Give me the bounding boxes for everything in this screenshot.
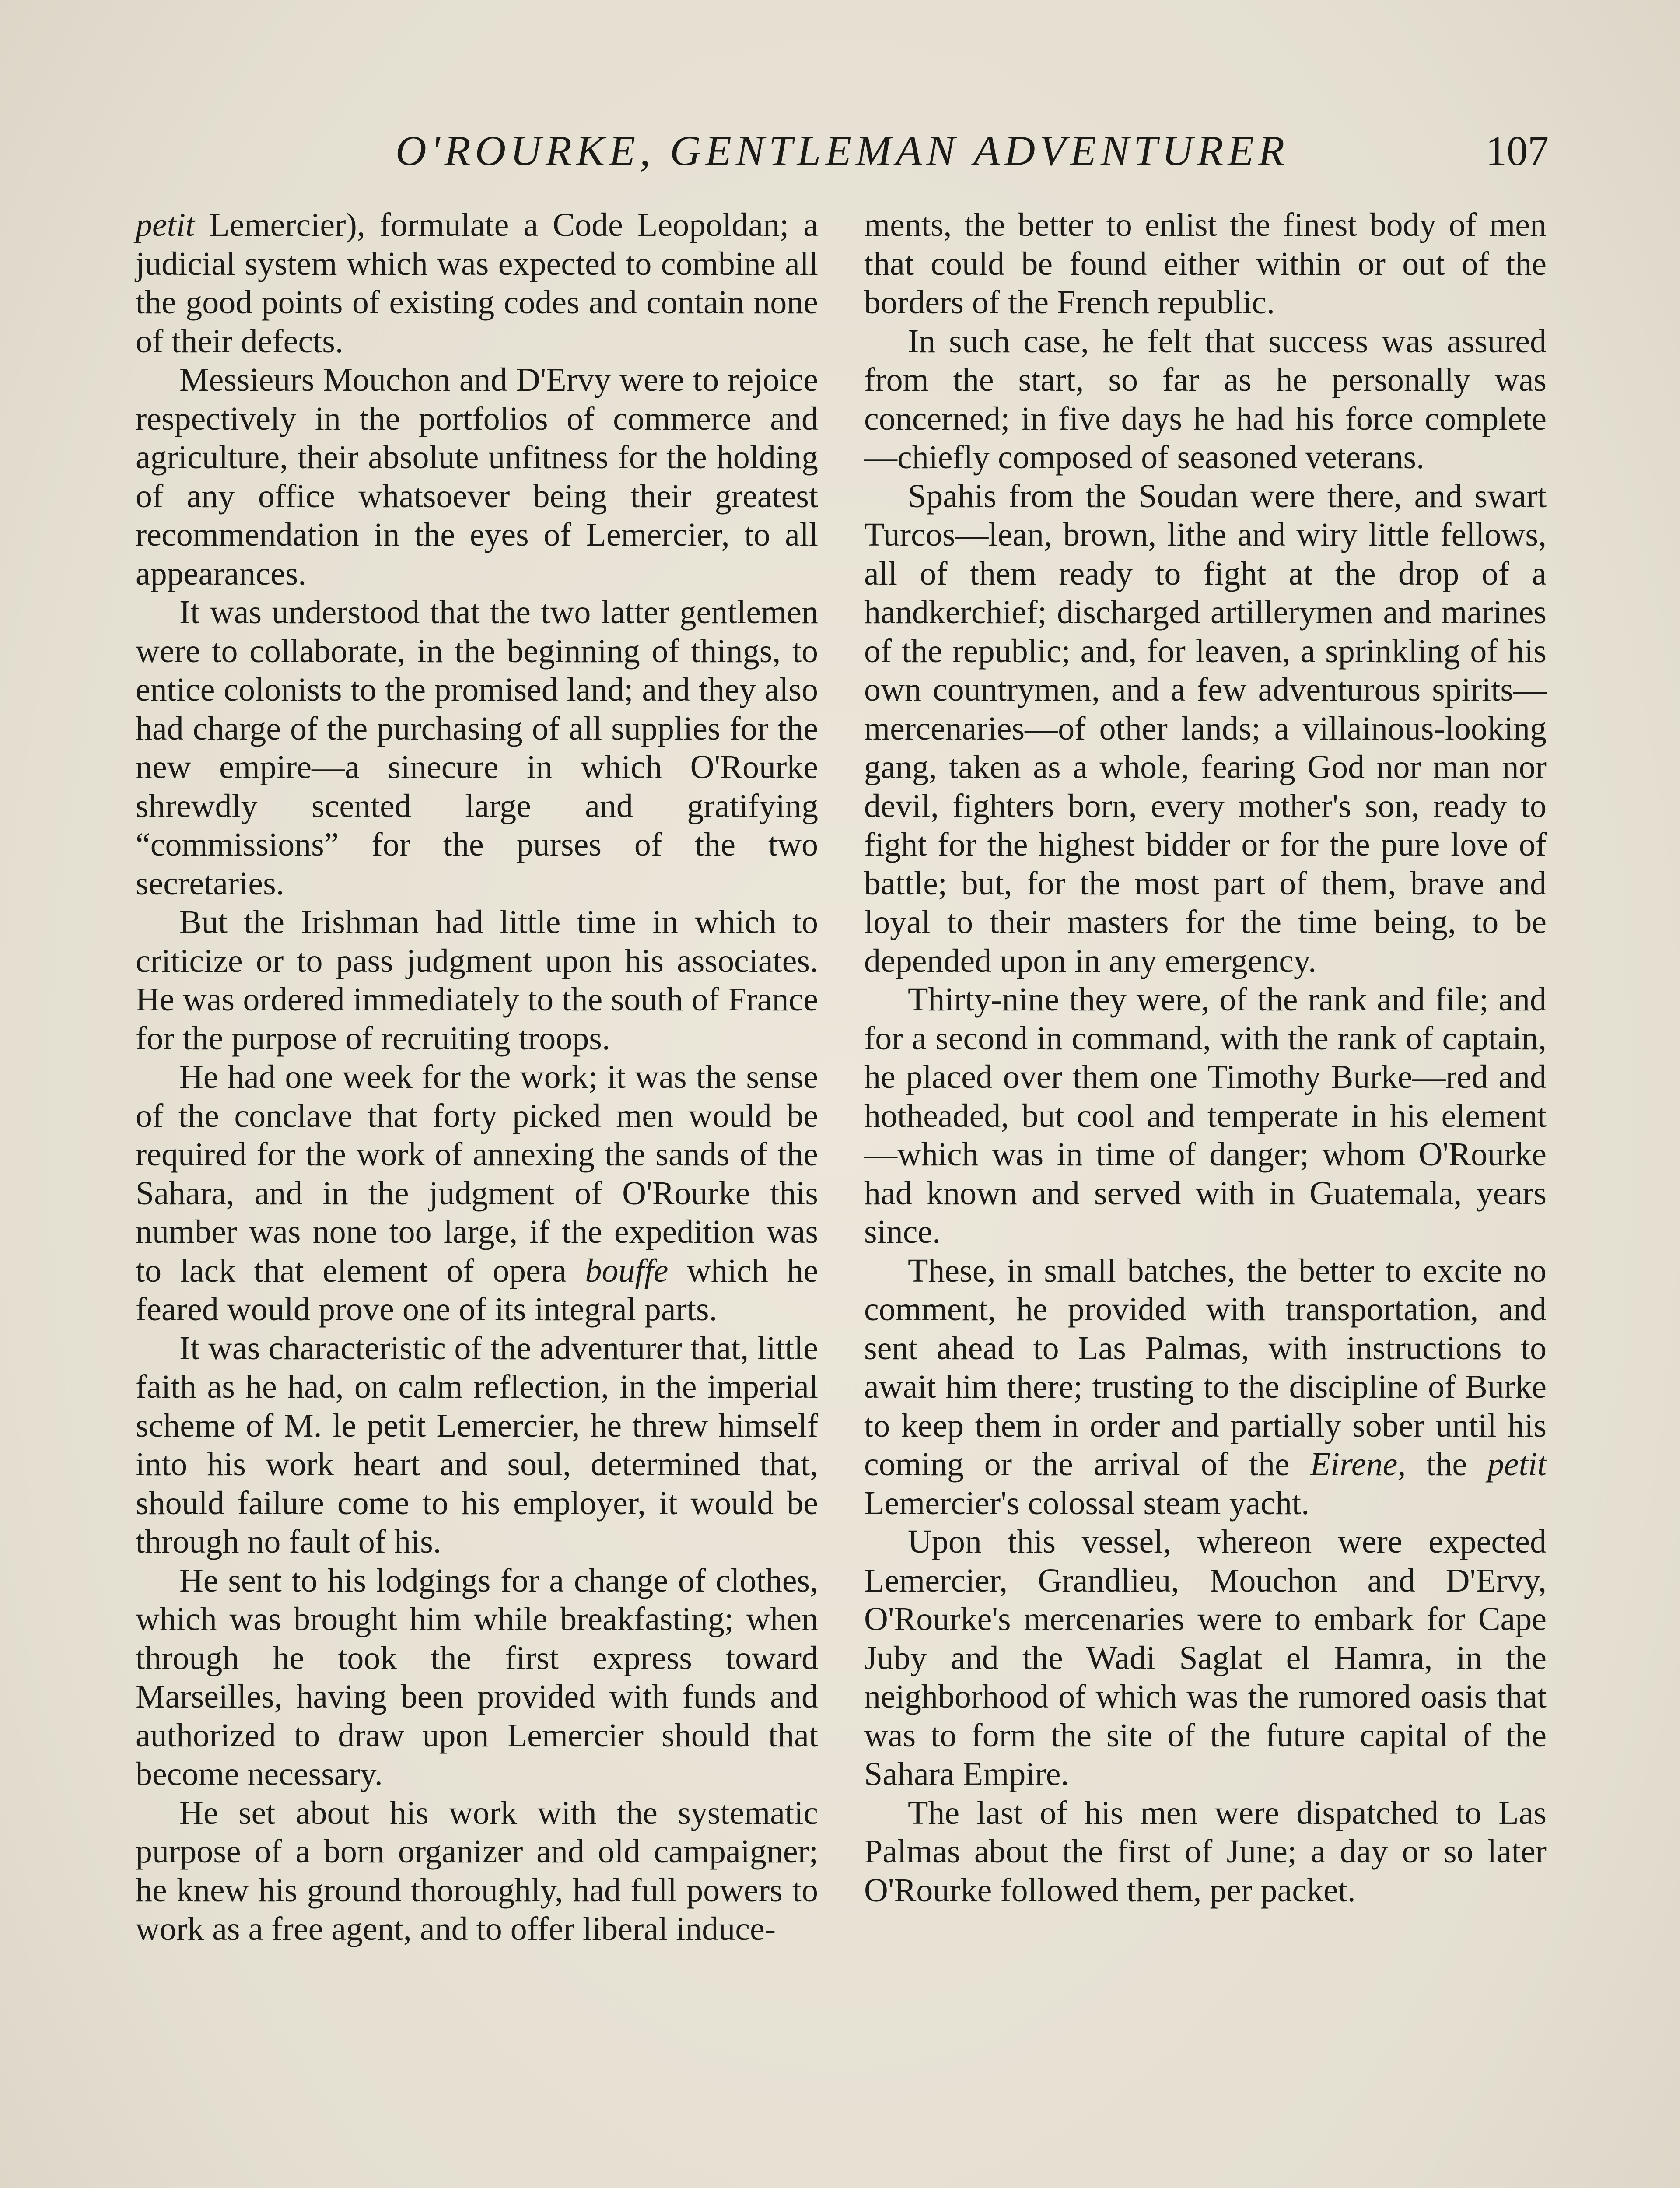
italic-text: petit [1487,1446,1547,1483]
paragraph-text: the [1406,1446,1488,1483]
paragraph [136,206,818,361]
paragraph-text: Lemercier's colossal steam yacht. [864,1484,1310,1522]
italic-text: bouffe [585,1252,668,1289]
paragraph [864,1252,1547,1523]
paragraph: He sent to his lodgings for a change of clothes, which was brought him while breakfasting; when through he took the first express toward Marseilles, having been provided with funds and authorized to draw upon Lemercier should that become necessary. [136,1562,818,1792]
paragraph: The last of his men were dispatched to Las Palmas about the first of June; a day or so later O'Rourke followed them, per packet. [864,1794,1547,1909]
paragraph: Messieurs Mouchon and D'Ervy were to rejoice respectively in the portfolios of commerce and agriculture, their absolute unfitness for the holding of any office whatsoever being their greatest recommendation in the eyes of Lemercier, to all appearances. [136,361,818,592]
paragraph [136,1058,818,1329]
page-header [136,118,1549,184]
right-column [864,206,1547,2188]
page-number: 107 [1486,127,1549,174]
running-title: O'ROURKE, GENTLEMAN ADVENTURER [395,127,1289,175]
paragraph-text: which he feared would prove one of its integral parts. [136,1252,818,1328]
paragraph: He set about his work with the systematic purpose of a born organizer and old campaigner; he knew his ground thoroughly, had full powers to work as a free agent, and to offer liberal induce- [136,1794,818,1947]
paragraph-text: Lemercier), formulate a Code Leopoldan; a judicial system which was expected to combine all the good points of existing codes and contain none of their defects. [136,207,818,360]
paragraph: Upon this vessel, whereon were expected Lemercier, Grandlieu, Mouchon and D'Ervy, O'Rourke's mercenaries were to embark for Cape Juby and the Wadi Saglat el Hamra, in the neighborhood of which was the rumored oasis that was to form the site of the future capital of the Sahara Empire. [864,1523,1547,1792]
paragraph: But the Irishman had little time in which to criticize or to pass judgment upon his associates. He was ordered immediately to the south of France for the purpose of recruiting troops. [136,904,818,1057]
paragraph-text: He had one week for the work; it was the sense of the conclave that forty picked men would be required for the work of annexing the sands of the Sahara, and in the judgment of O'Rourke this number was none too large, if the expedition was to lack that element of opera [136,1059,818,1289]
paragraph: Thirty-nine they were, of the rank and file; and for a second in command, with the rank of captain, he placed over them one Timothy Burke—red and hotheaded, but cool and temperate in his element—which was in time of danger; whom O'Rourke had known and served with in Guatemala, years since. [864,981,1547,1250]
paragraph: Spahis from the Soudan were there, and swart Turcos—lean, brown, lithe and wiry little fellows, all of them ready to fight at the drop of a handkerchief; discharged artillerymen and marines of the republic; and, for leaven, a sprinkling of his own countrymen, and a few adventurous spirits—mercenaries—of other lands; a villainous-looking gang, taken as a whole, fearing God nor man nor devil, fighters born, every mother's son, ready to fight for the highest bidder or for the pure love of battle; but, for the most part of them, brave and loyal to their masters for the time being, to be depended upon in any emergency. [864,477,1547,979]
italic-text: petit [136,207,195,243]
paragraph: In such case, he felt that success was assured from the start, so far as he personally was concerned; in five days he had his force complete—chiefly composed of seasoned veterans. [864,323,1547,476]
italic-text: Eirene, [1310,1446,1406,1483]
paragraph: It was characteristic of the adventurer that, little faith as he had, on calm reflection, in the imperial scheme of M. le petit Lemercier, he threw himself into his work heart and soul, determined that, should failure come to his employer, it would be through no fault of his. [136,1329,818,1560]
paragraph-text: These, in small batches, the better to excite no comment, he provided with transportation, and sent ahead to Las Palmas, with instructions to await him there; trusting to the discipline of Burke to keep them in order and partially sober until his coming or the arrival of the [864,1252,1547,1483]
left-column [136,206,818,2188]
paragraph: It was understood that the two latter gentlemen were to collaborate, in the beginning of things, to entice colonists to the promised land; and they also had charge of the purchasing of all supplies for the new empire—a sinecure in which O'Rourke shrewdly scented large and gratifying “commissions” for the purses of the two secretaries. [136,594,818,902]
paragraph: ments, the better to enlist the finest body of men that could be found either within or out of the borders of the French republic. [864,207,1547,321]
